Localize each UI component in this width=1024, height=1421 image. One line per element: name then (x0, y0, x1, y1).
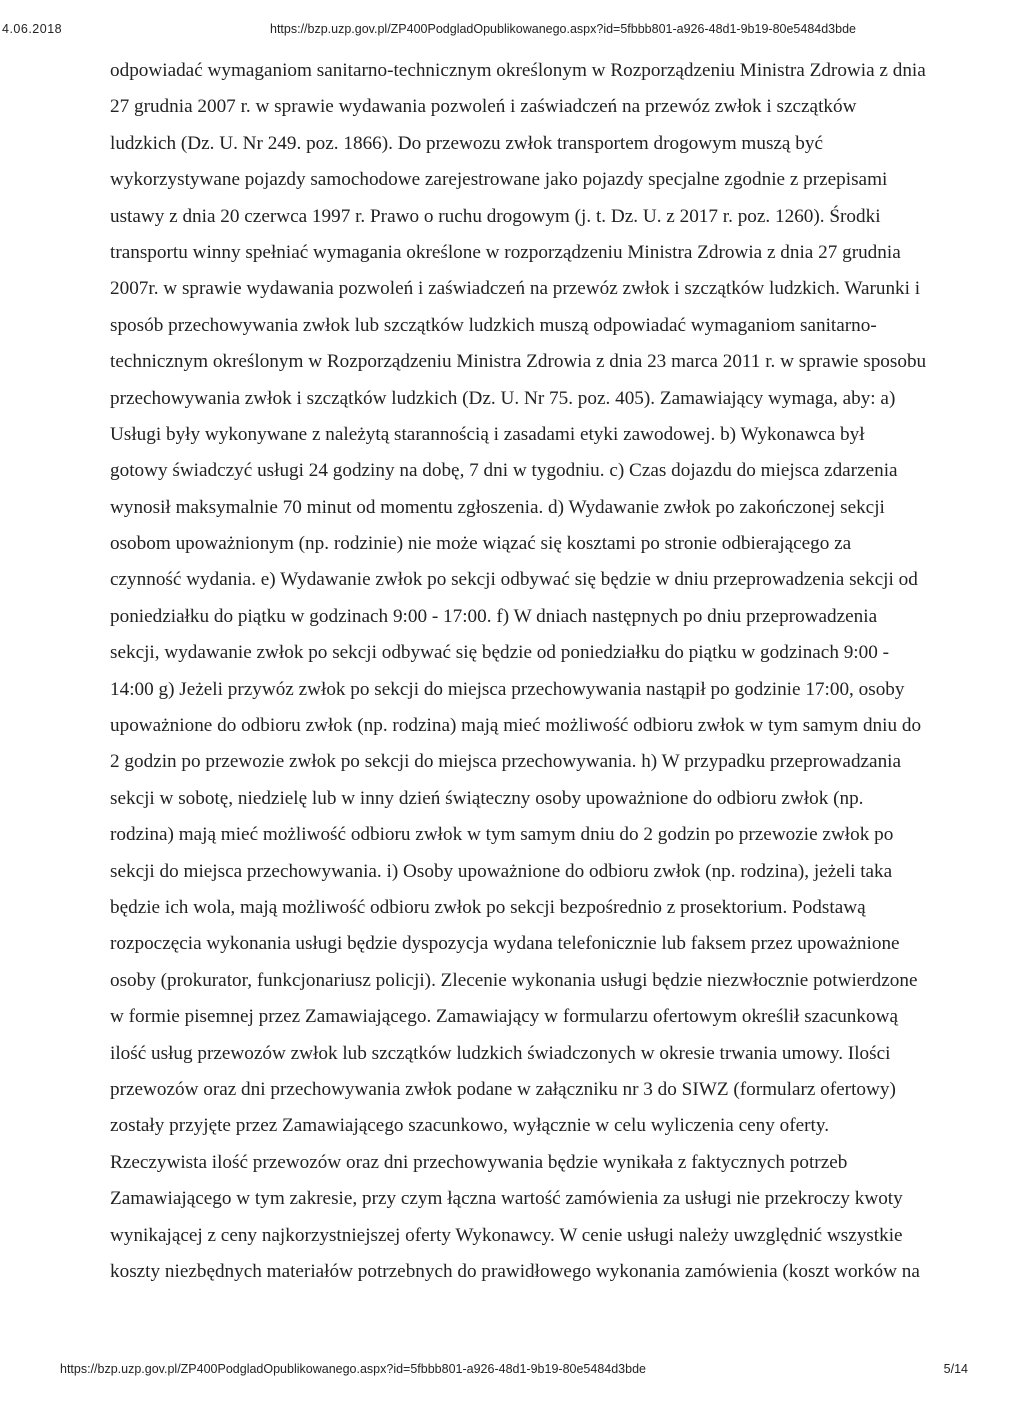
text-line: przechowywania zwłok i szczątków ludzkich (Dz. U. Nr 75. poz. 405). Zamawiający wymaga, aby: a) (110, 387, 896, 409)
text-line: przewozów oraz dni przechowywania zwłok podane w załączniku nr 3 do SIWZ (formularz ofertowy) (110, 1078, 896, 1100)
text-line: wynosił maksymalnie 70 minut od momentu zgłoszenia. d) Wydawanie zwłok po zakończonej sekcji (110, 496, 885, 518)
text-line: koszty niezbędnych materiałów potrzebnych do prawidłowego wykonania zamówienia (koszt worków na (110, 1260, 920, 1282)
header-url: https://bzp.uzp.gov.pl/ZP400PodgladOpublikowanego.aspx?id=5fbbb801-a926-48d1-9b19-80e5484d3bde (270, 22, 856, 36)
text-line: 2007r. w sprawie wydawania pozwoleń i zaświadczeń na przewóz zwłok i szczątków ludzkich. Warunki i (110, 278, 921, 300)
page-number: 5/14 (943, 1362, 968, 1376)
text-line: transportu winny spełniać wymagania określone w rozporządzeniu Ministra Zdrowia z dnia 27 grudnia (110, 241, 901, 263)
text-line: sekcji w sobotę, niedzielę lub w inny dzień świąteczny osoby upoważnione do odbioru zwłok (np. (110, 787, 864, 809)
text-line: 14:00 g) Jeżeli przywóz zwłok po sekcji do miejsca przechowywania nastąpił po godzinie 17:00, osoby (110, 678, 905, 700)
text-line: sposób przechowywania zwłok lub szczątków ludzkich muszą odpowiadać wymaganiom sanitarno- (110, 314, 877, 336)
text-line: 2 godzin po przewozie zwłok po sekcji do miejsca przechowywania. h) W przypadku przeprowadzania (110, 751, 902, 773)
page-footer (0, 1362, 1024, 1382)
body-text (110, 53, 970, 1290)
text-line: technicznym określonym w Rozporządzeniu Ministra Zdrowia z dnia 23 marca 2011 r. w sprawie sposobu (110, 351, 927, 373)
header-date: 4.06.2018 (2, 22, 63, 36)
text-line: rozpoczęcia wykonania usługi będzie dyspozycja wydana telefonicznie lub faksem przez upoważnione (110, 933, 900, 955)
text-line: gotowy świadczyć usługi 24 godziny na dobę, 7 dni w tygodniu. c) Czas dojazdu do miejsca zdarzenia (110, 460, 898, 482)
text-line: 27 grudnia 2007 r. w sprawie wydawania pozwoleń i zaświadczeń na przewóz zwłok i szczątków (110, 96, 857, 118)
text-line: wynikającej z ceny najkorzystniejszej oferty Wykonawcy. W cenie usługi należy uwzględnić wszystkie (110, 1224, 903, 1246)
text-line: ilość usług przewozów zwłok lub szczątków ludzkich świadczonych w okresie trwania umowy. Ilości (110, 1042, 891, 1064)
text-line: upoważnione do odbioru zwłok (np. rodzina) mają mieć możliwość odbioru zwłok w tym samym dniu do (110, 715, 922, 737)
text-line: Zamawiającego w tym zakresie, przy czym łączna wartość zamówienia za usługi nie przekroczy kwoty (110, 1188, 903, 1210)
footer-url: https://bzp.uzp.gov.pl/ZP400PodgladOpublikowanego.aspx?id=5fbbb801-a926-48d1-9b19-80e5484d3bde (60, 1362, 646, 1376)
text-line: wykorzystywane pojazdy samochodowe zarejestrowane jako pojazdy specjalne zgodnie z przepisami (110, 169, 888, 191)
text-line: odpowiadać wymaganiom sanitarno-technicznym określonym w Rozporządzeniu Ministra Zdrowia z dnia (110, 60, 926, 81)
text-line: zostały przyjęte przez Zamawiającego szacunkowo, wyłącznie w celu wyliczenia ceny oferty. (110, 1115, 829, 1137)
text-line: czynność wydania. e) Wydawanie zwłok po sekcji odbywać się będzie w dniu przeprowadzenia sekcji od (110, 569, 918, 591)
text-line: Usługi były wykonywane z należytą starannością i zasadami etyki zawodowej. b) Wykonawca był (110, 423, 865, 445)
text-line: osobom upoważnionym (np. rodzinie) nie może wiązać się kosztami po stronie odbierającego za (110, 533, 852, 555)
text-line: sekcji, wydawanie zwłok po sekcji odbywać się będzie od poniedziałku do piątku w godzinach 9:00 - (110, 642, 890, 664)
text-line: sekcji do miejsca przechowywania. i) Osoby upoważnione do odbioru zwłok (np. rodzina), jeżeli taka (110, 860, 893, 882)
text-line: w formie pisemnej przez Zamawiającego. Zamawiający w formularzu ofertowym określił szacunkową (110, 1006, 898, 1028)
text-line: osoby (prokurator, funkcjonariusz policji). Zlecenie wykonania usługi będzie niezwłocznie potwierdzone (110, 969, 918, 991)
text-line: Rzeczywista ilość przewozów oraz dni przechowywania będzie wynikała z faktycznych potrzeb (110, 1151, 848, 1173)
text-line: ustawy z dnia 20 czerwca 1997 r. Prawo o ruchu drogowym (j. t. Dz. U. z 2017 r. poz. 1260). Środki (110, 205, 881, 227)
text-line: rodzina) mają mieć możliwość odbioru zwłok w tym samym dniu do 2 godzin po przewozie zwłok po (110, 824, 894, 846)
text-line: poniedziałku do piątku w godzinach 9:00 - 17:00. f) W dniach następnych po dniu przeprowadzenia (110, 605, 878, 627)
text-line: będzie ich wola, mają możliwość odbioru zwłok po sekcji bezpośrednio z prosektorium. Podstawą (110, 896, 866, 918)
page-header (0, 22, 1024, 42)
text-line: ludzkich (Dz. U. Nr 249. poz. 1866). Do przewozu zwłok transportem drogowym muszą być (110, 132, 823, 154)
